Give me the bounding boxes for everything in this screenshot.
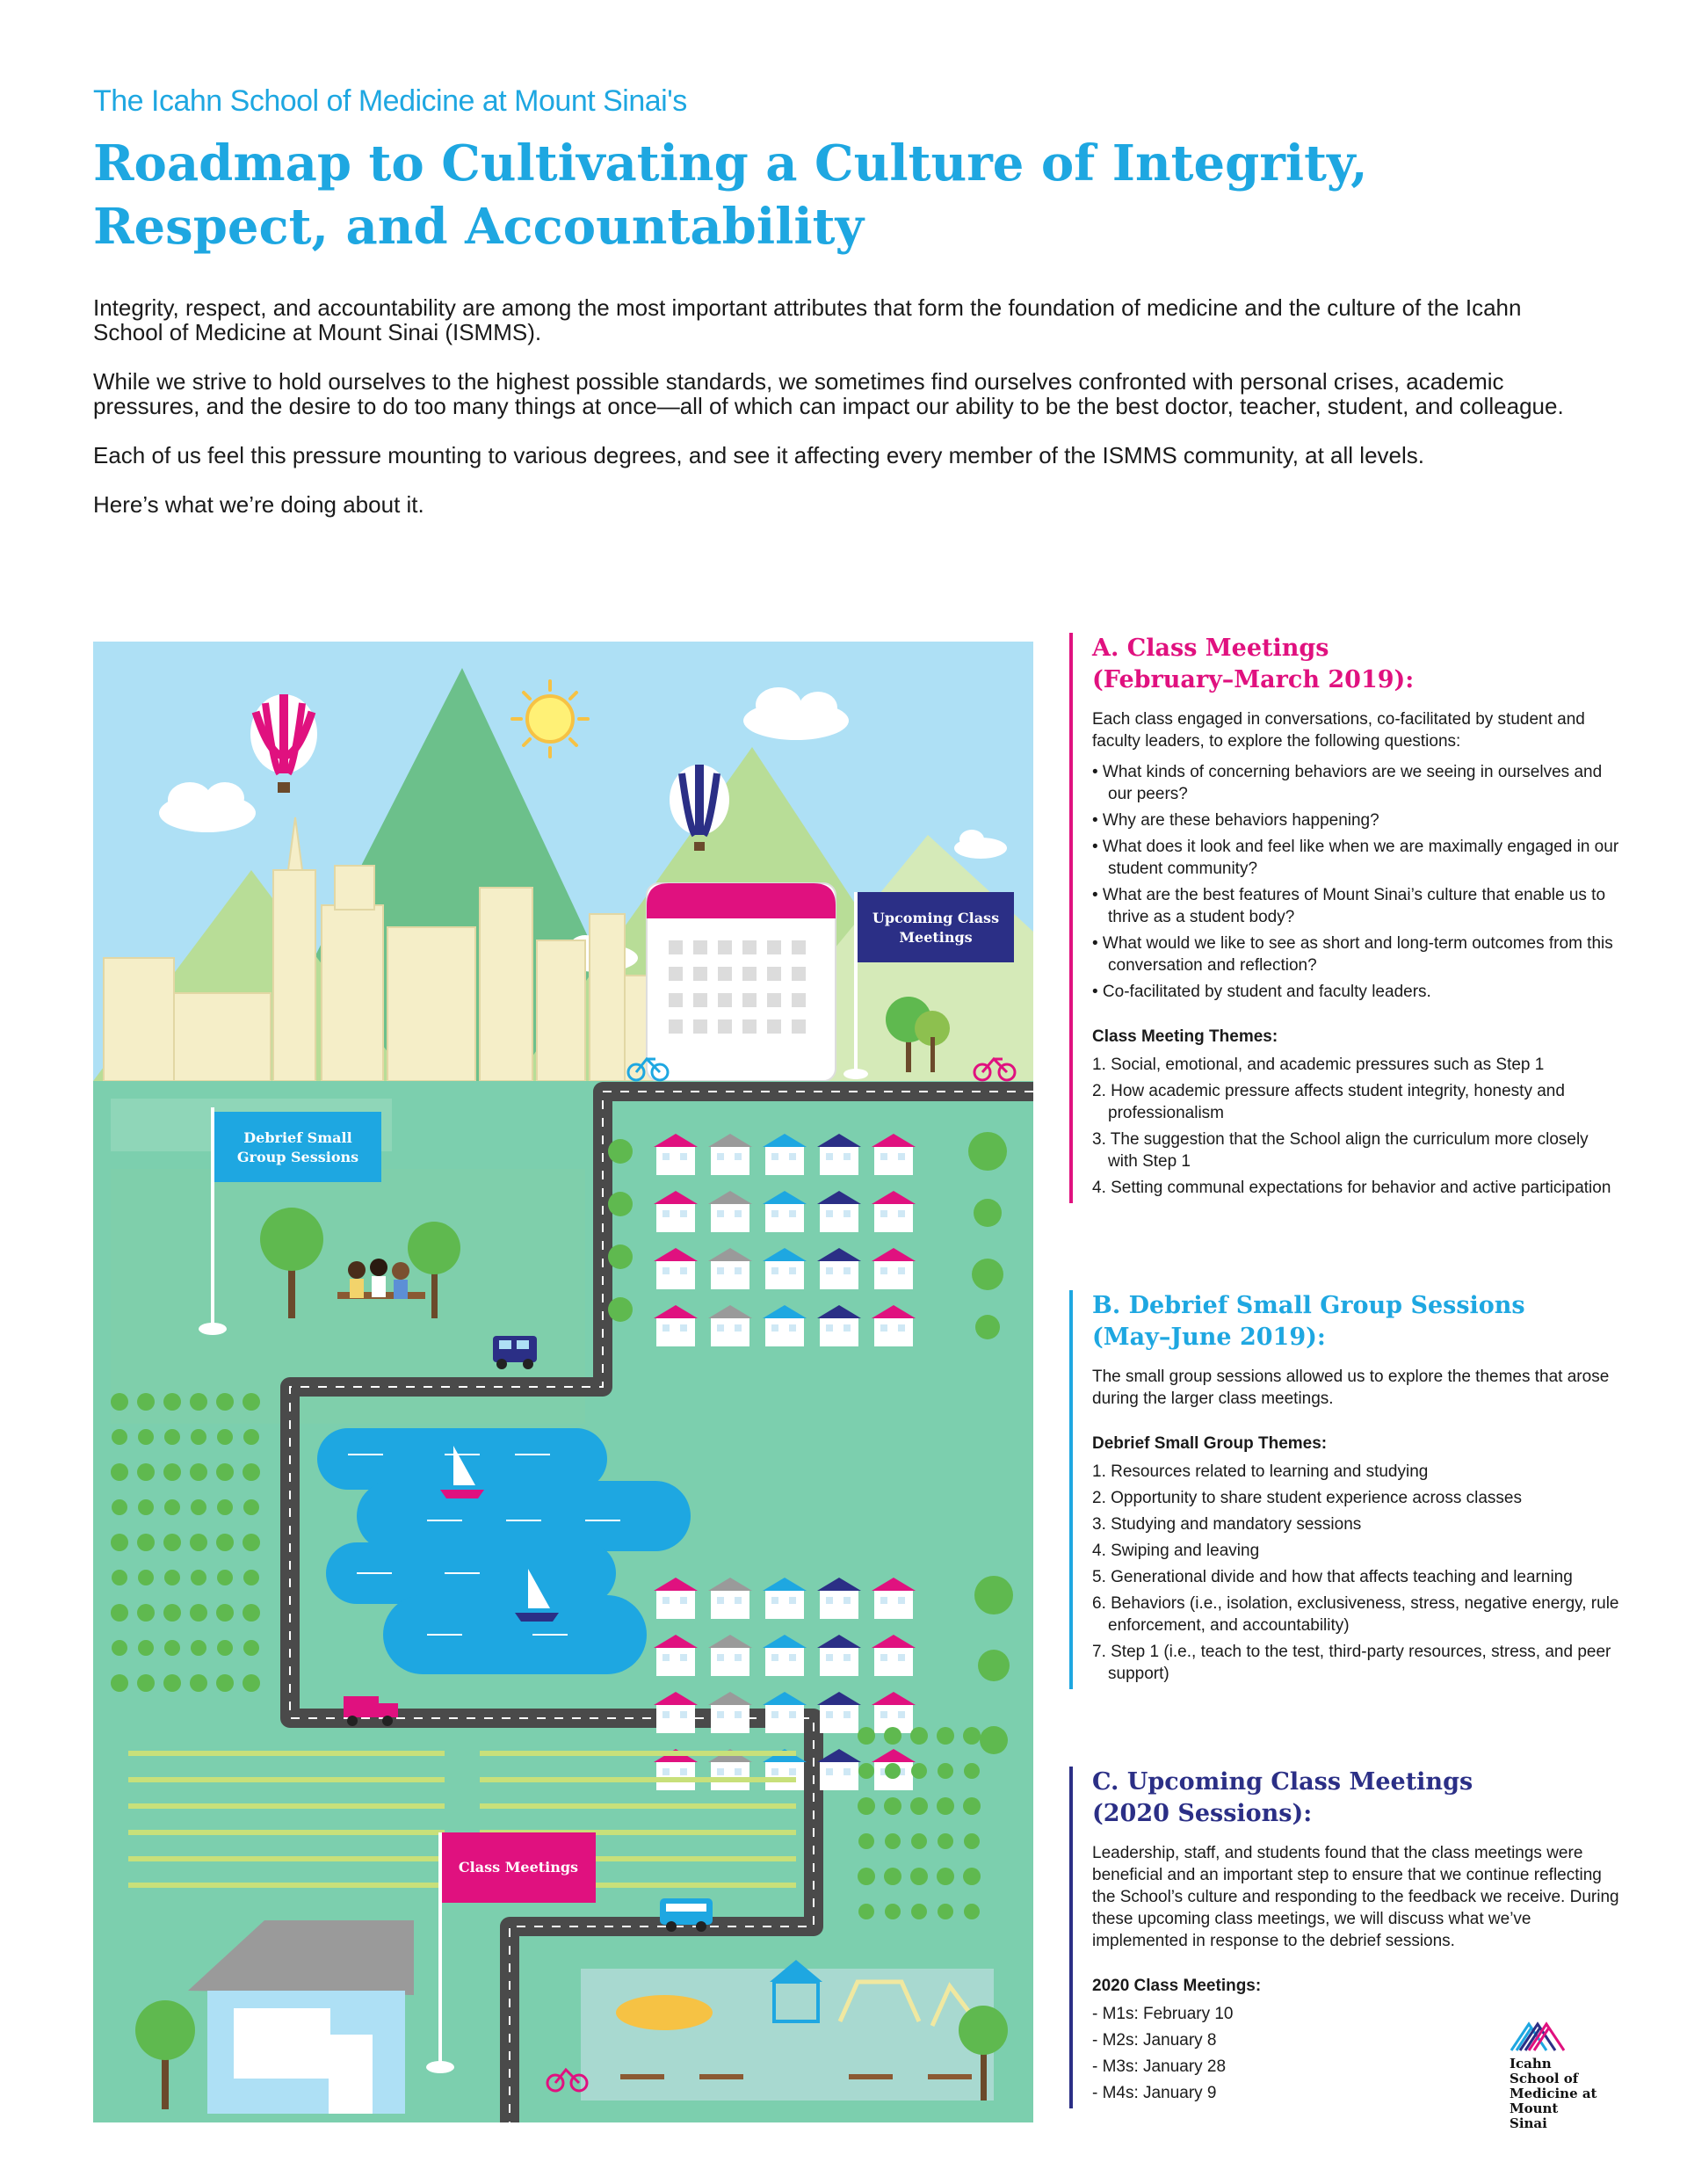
list-item: - M1s: February 10	[1092, 2005, 1234, 2023]
question-list	[1092, 761, 1619, 1003]
section-heading	[1092, 1290, 1619, 1353]
upcoming-sign-label: Meetings	[899, 929, 973, 946]
mount-sinai-logo	[1510, 2008, 1606, 2131]
playground	[581, 1969, 994, 2101]
logo-text-line: Sinai	[1510, 2115, 1547, 2131]
debrief-sign-label: Debrief Small	[243, 1129, 352, 1146]
page-subtitle: The Icahn School of Medicine at Mount Sinai's	[93, 84, 687, 118]
page-title: Roadmap to Cultivating a Culture of Integrity, Respect, and Accountability	[93, 134, 1368, 256]
logo-text-line: Medicine at	[1510, 2086, 1597, 2101]
list-item: 5. Generational divide and how that affects teaching and learning	[1092, 1568, 1573, 1586]
class-meetings-sign-label: Class Meetings	[458, 1859, 579, 1876]
section-body: The small group sessions allowed us to explore the themes that arose during the larger class meetings.	[1092, 1368, 1610, 1408]
campus-map-illustration	[93, 642, 1033, 2122]
themes-heading: Debrief Small Group Themes:	[1092, 1434, 1328, 1453]
section-class-meetings	[1069, 633, 1619, 1203]
list-item: 2. Opportunity to share student experience across classes	[1092, 1489, 1522, 1507]
debrief-sessions-sign	[214, 1112, 381, 1182]
list-item: 3. The suggestion that the School align the curriculum more closely with Step 1	[1092, 1130, 1589, 1171]
list-item: 1. Resources related to learning and studying	[1092, 1462, 1429, 1481]
logo-wordmark	[1510, 2057, 1606, 2131]
list-item: 7. Step 1 (i.e., teach to the test, third-party resources, stress, and peer support)	[1092, 1643, 1611, 1683]
intro-paragraph: While we strive to hold ourselves to the highest possible standards, we sometimes find ourselves confronted with personal crises, academic pressures, and the desire to do too many things at once—all of which can impact our ability to be the best doctor, teacher, student, and colleague.	[93, 368, 1564, 419]
section-heading	[1092, 1767, 1619, 1830]
logo-text-line: School of	[1510, 2071, 1579, 2086]
debrief-sign-label: Group Sessions	[236, 1149, 359, 1165]
logo-text-line: Mount	[1510, 2101, 1559, 2116]
list-item: 2. How academic pressure affects student integrity, honesty and professionalism	[1092, 1082, 1565, 1122]
upcoming-class-meetings-sign	[858, 892, 1014, 962]
themes-list	[1092, 1054, 1619, 1199]
logo-text-line: Icahn	[1510, 2056, 1552, 2072]
list-item: • What are the best features of Mount Sinai’s culture that enable us to thrive as a student body?	[1092, 886, 1606, 926]
themes-list	[1092, 1461, 1619, 1685]
section-debrief-sessions	[1069, 1290, 1619, 1689]
upcoming-sign-label: Upcoming Class	[872, 910, 1000, 926]
intro-text	[93, 295, 1578, 541]
list-item: - M4s: January 9	[1092, 2084, 1217, 2102]
intro-paragraph: Each of us feel this pressure mounting to various degrees, and see it affecting every member of the ISMMS community, at all levels.	[93, 442, 1424, 468]
list-item: 1. Social, emotional, and academic pressures such as Step 1	[1092, 1056, 1545, 1074]
meetings-heading: 2020 Class Meetings:	[1092, 1977, 1262, 1995]
list-item: • What does it look and feel like when we are maximally engaged in our student community?	[1092, 838, 1619, 878]
section-heading-line: (2020 Sessions):	[1092, 1800, 1313, 1827]
list-item: 3. Studying and mandatory sessions	[1092, 1515, 1362, 1534]
section-heading-line: B. Debrief Small Group Sessions	[1092, 1292, 1525, 1319]
section-heading	[1092, 633, 1619, 696]
list-item: • Co-facilitated by student and faculty leaders.	[1092, 983, 1431, 1001]
list-item: • What kinds of concerning behaviors are we seeing in ourselves and our peers?	[1092, 763, 1603, 803]
section-body: Each class engaged in conversations, co-facilitated by student and faculty leaders, to explore the following questions:	[1092, 710, 1585, 751]
section-body: Leadership, staff, and students found that the class meetings were beneficial and an important step to ensure that we continue reflecting the School’s culture and responding to the feedback we receive. During these upcoming class meetings, we will discuss what we’ve implemented in response to the debrief sessions.	[1092, 1844, 1619, 1950]
section-heading-line: (May–June 2019):	[1092, 1324, 1326, 1351]
list-item: 6. Behaviors (i.e., isolation, exclusiveness, stress, negative energy, rule enforcement, and accountability)	[1092, 1594, 1619, 1635]
section-heading-line: A. Class Meetings	[1092, 635, 1329, 662]
intro-paragraph: Integrity, respect, and accountability are among the most important attributes that form the foundation of medicine and the culture of the Icahn School of Medicine at Mount Sinai (ISMMS).	[93, 294, 1522, 345]
logo-mark-icon	[1510, 2008, 1571, 2052]
list-item: 4. Setting communal expectations for behavior and active participation	[1092, 1179, 1611, 1197]
section-heading-line: (February–March 2019):	[1092, 666, 1415, 693]
intro-paragraph: Here’s what we’re doing about it.	[93, 491, 424, 518]
list-item: - M2s: January 8	[1092, 2031, 1217, 2050]
section-heading-line: C. Upcoming Class Meetings	[1092, 1768, 1473, 1796]
list-item: 4. Swiping and leaving	[1092, 1542, 1260, 1560]
list-item: • Why are these behaviors happening?	[1092, 811, 1379, 830]
list-item: • What would we like to see as short and long-term outcomes from this conversation and reflection?	[1092, 934, 1613, 975]
themes-heading: Class Meeting Themes:	[1092, 1027, 1278, 1046]
hospital-building	[647, 883, 836, 1081]
list-item: - M3s: January 28	[1092, 2057, 1227, 2076]
